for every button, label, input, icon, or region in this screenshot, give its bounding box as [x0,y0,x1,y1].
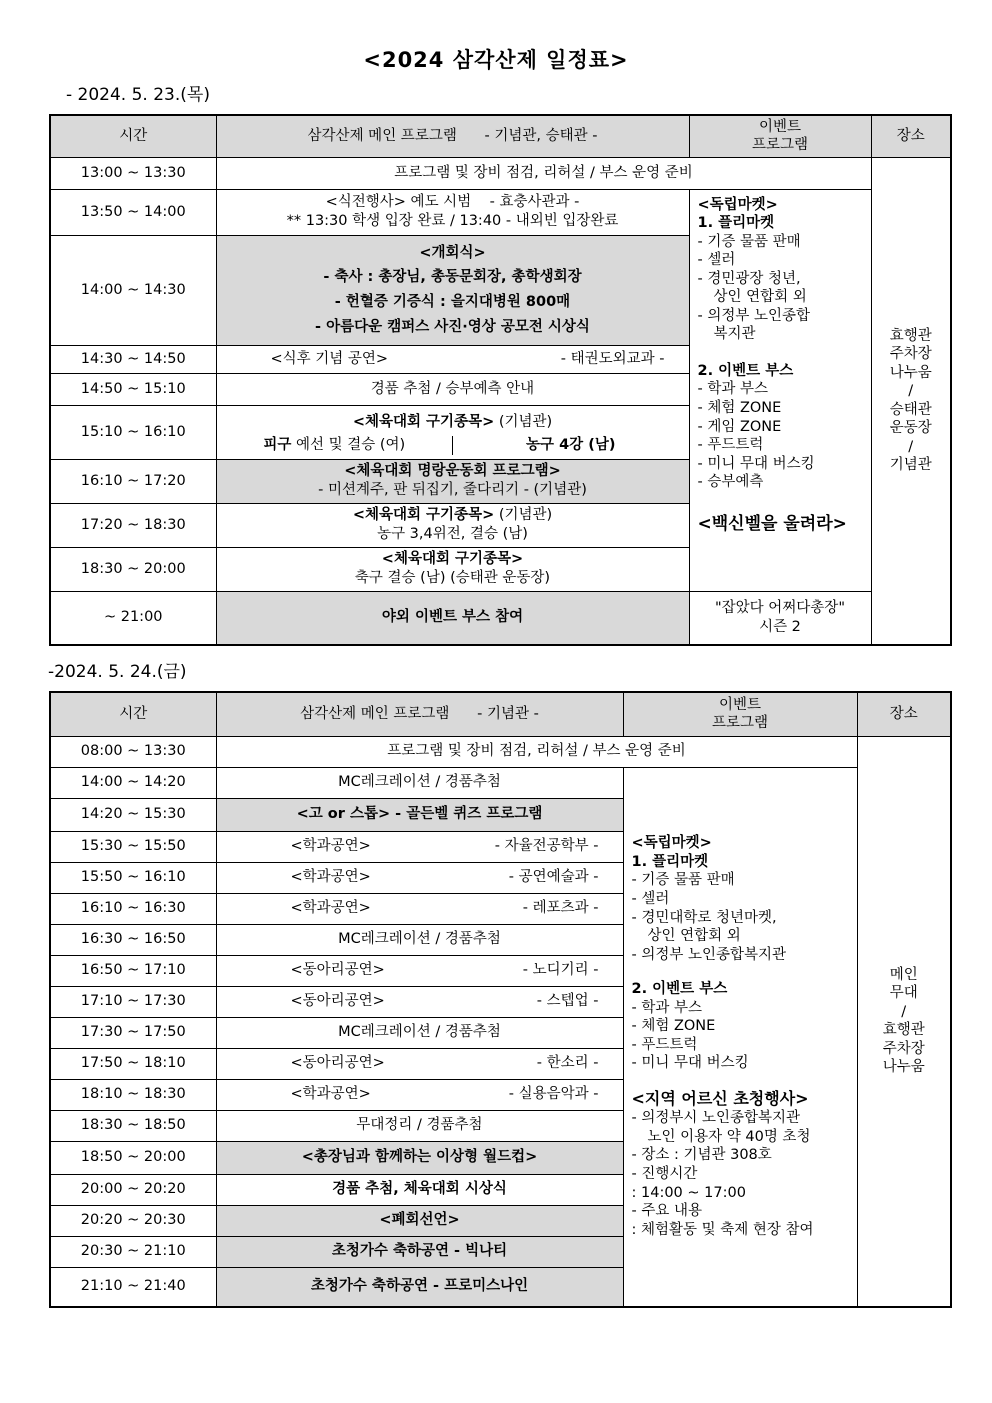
program-cell [216,405,689,459]
time-cell: 14:00 ~ 14:30 [50,235,216,345]
flea-item: 상인 연합회 외 [713,289,807,306]
program-cell [216,547,689,591]
program-left: <식후 기념 공연> [270,350,389,367]
elder-item: : 14:00 ~ 17:00 [631,1184,746,1201]
flea-item: - 셀러 [631,890,670,907]
table-row [50,157,951,189]
header-main-venue: - 기념관, 승태관 - [484,127,598,144]
program-cell: 무대정리 / 경품추첨 [216,1110,623,1141]
program-cell [216,1048,623,1079]
time-cell: 20:20 ~ 20:30 [50,1205,216,1236]
place-line: 효행관 [889,327,932,344]
opening-item: - 축사 : 총장님, 총동문회장, 총학생회장 [323,269,582,286]
place-line: / [908,383,914,400]
sub-left-bold: 피구 [263,437,292,453]
booth-item: - 학과 부스 [631,999,702,1016]
booth-item: - 푸드트럭 [631,1036,698,1053]
program-note: (기념관) [498,414,553,431]
table-row [50,736,951,767]
header-event: 이벤트 프로그램 [623,692,857,736]
place-line: / [908,438,914,455]
table-row [50,591,951,645]
program-line: 축구 결승 (남) (승태관 운동장) [354,570,551,586]
flea-item: - 기증 물품 판매 [697,233,801,250]
flea-item: - 의정부 노인종합 [697,307,810,324]
table-row [50,767,951,798]
place-line: 메인 [889,966,918,983]
place-cell [857,736,951,1307]
place-line: 효행관 [882,1022,925,1039]
day2-schedule-table [49,691,952,1308]
booth-head: 2. 이벤트 부스 [631,981,728,998]
program-line: - 미션계주, 판 뒤집기, 줄다리기 - (기념관) [318,482,587,498]
market-head: <독립마켓> [631,835,712,852]
program-cell: <폐회선언> [216,1205,623,1236]
program-right: - 노디기리 - [522,962,599,979]
time-cell: 20:30 ~ 21:10 [50,1236,216,1267]
program-head: <체육대회 구기종목> [352,414,495,431]
program-cell: MC레크레이션 / 경품추첨 [216,767,623,798]
elder-item: 노인 이용자 약 40명 초청 [647,1128,811,1145]
flea-head: 1. 플리마켓 [697,215,775,232]
opening-item: - 아름다운 캠퍼스 사진·영상 공모전 시상식 [315,318,590,335]
header-main [216,115,689,157]
flea-item: - 경민대학로 청년마켓, [631,909,777,926]
sub-right: 농구 4강 (남) [526,437,616,453]
booth-item: - 미니 무대 버스킹 [697,455,815,472]
event-cell [689,189,871,591]
day1-date: - 2024. 5. 23.(목) [66,85,210,105]
program-cell [216,862,623,893]
page-title: <2024 삼각산제 일정표> [363,48,629,72]
program-right: - 레포츠과 - [522,900,599,917]
time-cell: ~ 21:00 [50,591,216,645]
sub-left: 예선 및 결승 (여) [295,437,406,453]
program-cell: <고 or 스톱> - 골든벨 퀴즈 프로그램 [216,798,623,831]
time-cell: 17:10 ~ 17:30 [50,986,216,1017]
opening-head: <개회식> [419,244,486,261]
program-right: - 태권도외교과 - [560,350,665,367]
place-line: / [901,1003,907,1020]
time-cell: 20:00 ~ 20:20 [50,1174,216,1205]
flea-item: 상인 연합회 외 [647,928,741,945]
program-line: <식전행사> 예도 시범 [325,194,472,211]
table-header-row [50,115,951,157]
program-cell: 프로그램 및 장비 점검, 리허설 / 부스 운영 준비 [216,157,871,189]
time-cell: 18:30 ~ 20:00 [50,547,216,591]
program-right: - 자율전공학부 - [494,838,599,855]
time-cell: 17:50 ~ 18:10 [50,1048,216,1079]
program-left: <학과공연> [290,838,371,855]
quiz-sub: "잡았다 어쩌다총장" [714,600,845,617]
program-left: <동아리공연> [290,993,385,1010]
time-cell: 08:00 ~ 13:30 [50,736,216,767]
table-header-row [50,692,951,736]
program-head: <체육대회 구기종목> [352,507,495,524]
booth-item: - 학과 부스 [697,381,768,398]
program-left: <동아리공연> [290,1055,385,1072]
time-cell: 16:10 ~ 16:30 [50,893,216,924]
flea-item: - 의정부 노인종합복지관 [631,946,787,963]
elder-item: - 장소 : 기념관 308호 [631,1147,772,1164]
booth-item: - 미니 무대 버스킹 [631,1055,749,1072]
time-cell: 18:50 ~ 20:00 [50,1141,216,1174]
program-cell: MC레크레이션 / 경품추첨 [216,924,623,955]
booth-item: - 체험 ZONE [697,399,782,416]
place-line: 승태관 [889,401,932,418]
program-note: (기념관) [498,507,553,524]
booth-item: - 게임 ZONE [697,418,782,435]
time-cell: 15:50 ~ 16:10 [50,862,216,893]
program-right: - 스텝업 - [536,993,599,1010]
quiz-head: <백신벨을 울려라> [697,513,847,534]
booth-item: - 체험 ZONE [631,1018,716,1035]
header-place: 장소 [871,115,951,157]
place-line: 기념관 [889,457,932,474]
time-cell: 14:30 ~ 14:50 [50,345,216,373]
program-right: - 공연예술과 - [508,869,599,886]
elder-item: - 의정부시 노인종합복지관 [631,1110,801,1127]
program-cell [216,235,689,345]
flea-item: - 셀러 [697,252,736,269]
flea-item: - 경민광장 청년, [697,270,801,287]
time-cell: 14:50 ~ 15:10 [50,373,216,405]
booth-item: - 승부예측 [697,474,764,491]
program-cell: 경품 추첨 / 승부예측 안내 [216,373,689,405]
place-cell [871,157,951,645]
elder-item: - 주요 내용 [631,1203,702,1220]
program-left: <학과공연> [290,1086,371,1103]
header-time: 시간 [50,115,216,157]
program-cell: 야외 이벤트 부스 참여 [216,591,689,645]
program-left: <학과공연> [290,869,371,886]
header-main [216,692,623,736]
elder-head: <지역 어르신 초청행사> [631,1088,809,1108]
header-main-label: 삼각산제 메인 프로그램 [307,127,457,144]
place-line: 주차장 [882,1040,925,1057]
time-cell: 16:30 ~ 16:50 [50,924,216,955]
booth-head: 2. 이벤트 부스 [697,362,794,379]
quiz-sub-cell [689,591,871,645]
program-left: <학과공연> [290,900,371,917]
program-line: 농구 3,4위전, 결승 (남) [377,526,528,542]
program-cell [216,986,623,1017]
place-line: 나누움 [882,1059,925,1076]
place-line: 주차장 [889,346,932,363]
program-head: <체육대회 명랑운동회 프로그램> [344,463,561,480]
time-cell: 16:50 ~ 17:10 [50,955,216,986]
program-line: ** 13:30 학생 입장 완료 / 13:40 - 내외빈 입장완료 [286,213,619,229]
header-place: 장소 [857,692,951,736]
time-cell: 14:00 ~ 14:20 [50,767,216,798]
time-cell: 13:00 ~ 13:30 [50,157,216,189]
program-cell [216,459,689,503]
time-cell: 13:50 ~ 14:00 [50,189,216,235]
program-cell: 초청가수 축하공연 - 빅나티 [216,1236,623,1267]
day1-schedule-table [49,114,952,646]
program-cell [216,893,623,924]
program-cell: 프로그램 및 장비 점검, 리허설 / 부스 운영 준비 [216,736,857,767]
day2-date: -2024. 5. 24.(금) [48,662,187,682]
header-main-label: 삼각산제 메인 프로그램 [300,705,450,722]
program-right: - 실용음악과 - [508,1086,599,1103]
event-cell [623,767,857,1307]
elder-item: : 체험활동 및 축제 현장 참여 [631,1221,814,1238]
time-cell: 18:10 ~ 18:30 [50,1079,216,1110]
place-line: 운동장 [889,420,932,437]
place-line: 나누움 [889,364,932,381]
opening-item: - 헌혈증 기증식 : 을지대병원 800매 [334,294,571,310]
header-time: 시간 [50,692,216,736]
booth-item: - 푸드트럭 [697,437,764,454]
time-cell: 15:10 ~ 16:10 [50,405,216,459]
program-cell [216,831,623,862]
time-cell: 17:30 ~ 17:50 [50,1017,216,1048]
time-cell: 16:10 ~ 17:20 [50,459,216,503]
program-cell: 초청가수 축하공연 - 프로미스나인 [216,1267,623,1307]
header-event: 이벤트 프로그램 [689,115,871,157]
flea-item: 복지관 [713,326,756,343]
program-cell [216,345,689,373]
time-cell: 18:30 ~ 18:50 [50,1110,216,1141]
flea-item: - 기증 물품 판매 [631,872,735,889]
program-cell: <총장님과 함께하는 이상형 월드컵> [216,1141,623,1174]
program-note: - 효충사관과 - [489,194,580,211]
time-cell: 14:20 ~ 15:30 [50,798,216,831]
program-cell: 경품 추첨, 체육대회 시상식 [216,1174,623,1205]
program-cell [216,189,689,235]
time-cell: 15:30 ~ 15:50 [50,831,216,862]
market-head: <독립마켓> [697,196,778,213]
program-cell [216,1079,623,1110]
time-cell: 21:10 ~ 21:40 [50,1267,216,1307]
program-left: <동아리공연> [290,962,385,979]
program-cell: MC레크레이션 / 경품추첨 [216,1017,623,1048]
time-cell: 17:20 ~ 18:30 [50,503,216,547]
program-cell [216,955,623,986]
program-cell [216,503,689,547]
program-head: <체육대회 구기종목> [381,551,524,568]
header-main-venue: - 기념관 - [477,705,539,722]
place-line: 무대 [889,985,918,1002]
flea-head: 1. 플리마켓 [631,853,709,870]
quiz-season: 시즌 2 [759,618,801,635]
table-row [50,189,951,235]
elder-item: - 진행시간 [631,1165,698,1182]
program-right: - 한소리 - [536,1055,599,1072]
